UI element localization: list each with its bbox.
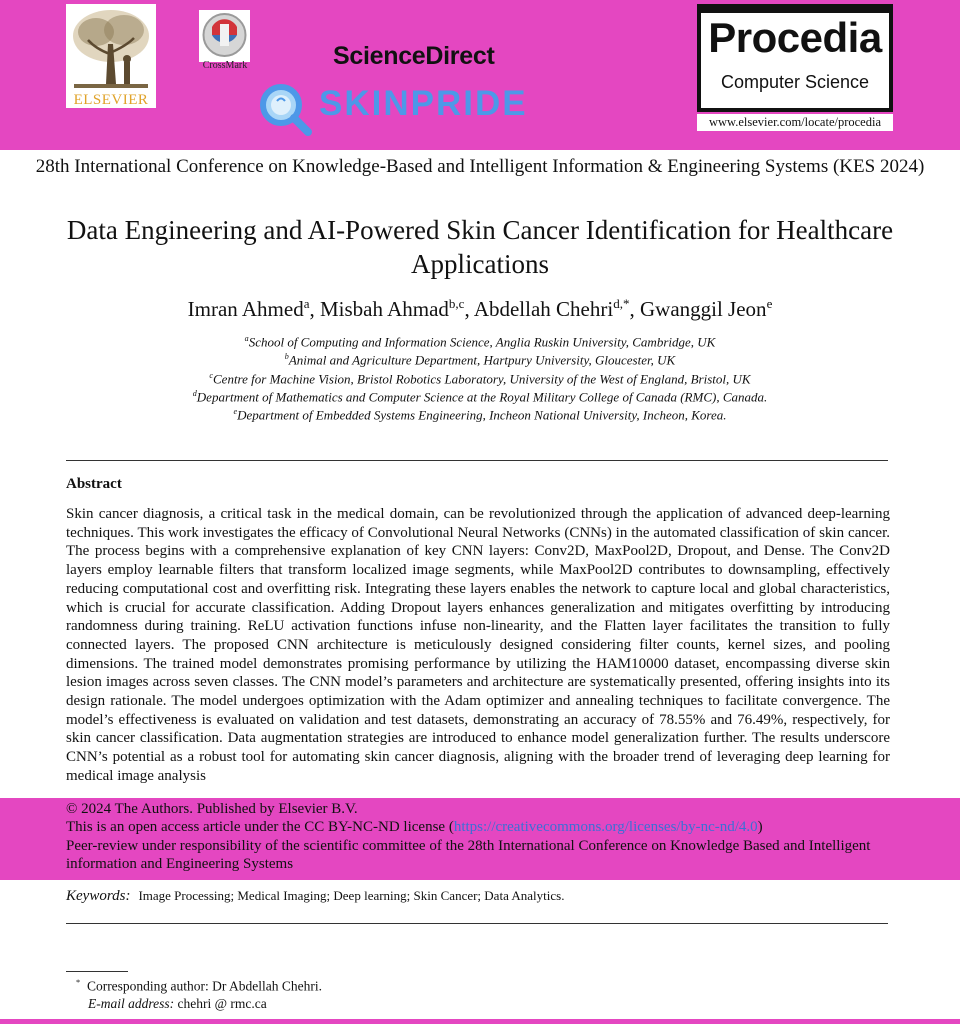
crossmark-icon[interactable] [199,10,250,62]
footnote-rule [66,971,128,972]
affiliation-c: $^c$Centre for Machine Vision, Bristol Robotics Laboratory, University of the West of England, Bristol, UK [209,371,751,387]
corresponding-author-note: * Corresponding author: Dr Abdellah Chehri. [76,978,323,994]
author-name: Abdellah Chehri [473,297,614,321]
affiliation-e: $^e$Department of Embedded Systems Engineering, Incheon National University, Incheon, Korea. [233,407,727,423]
skinpride-wordmark: SKINPRIDE [319,84,528,123]
abstract-text: Skin cancer diagnosis, a critical task in the medical domain, can be revolutionized through the application of advanced deep-learning techniques. This work investigates the efficacy of Convolutional Neural Networks (CNNs) in the automated classification of skin cancer. The process begins with a comprehensive explanation of key CNN layers: Conv2D, MaxPool2D, Dropout, and Dense. The Conv2D layers employ learnable filters that transform localized image segments, while MaxPool2D contributes to downsampling, effectively reducing computational cost and overfitting risk. Integrating these layers enables the network to capture local and global characteristics, which is crucial for accurate classification. Adding Dropout layers enhances generalization and mitigates overfitting by introducing randomness during training. ReLU activation functions infuse non-linearity, and the Flatten layer facilitates the transition to fully connected layers. The proposed CNN architecture is meticulously designed considering filter counts, kernel sizes, and pooling dimensions. The trained model demonstrates promising performance by utilizing the HAM10000 dataset, encompassing diverse skin lesion images across seven classes. The CNN model’s parameters and architecture are systematically presented, offering insights into its design rationale. The model undergoes optimization with the Adam optimizer and annealing techniques to facilitate convergence. The model’s effectiveness is evaluated on validation and test datasets, demonstrating an accuracy of 78.55% and 76.49%, respectively, for skin cancer classification. Data augmentation strategies are introduced to enhance model generalization further. The results underscore CNN’s potential as a robust tool for automating skin cancer diagnosis, aligning with the broader trend of leveraging deep learning for medical image analysis [66,506,890,784]
affiliation-d: $^d$Department of Mathematics and Computer Science at the Royal Military College of Canada (RMC), Canada. [192,389,768,405]
keywords-list: Image Processing; Medical Imaging; Deep learning; Skin Cancer; Data Analytics. [138,888,565,903]
copyright-notice [66,800,892,873]
author-affiliation-mark: e [766,296,773,311]
elsevier-wordmark: ELSEVIER [73,92,149,108]
abstract-heading: Abstract [66,476,122,492]
crossmark-label: CrossMark [202,60,248,71]
conference-name: 28th International Conference on Knowledge-Based and Intelligent Information & Engineering Systems (KES 2024) [35,156,925,177]
author-affiliation-mark: b,c [448,296,465,311]
skinpride-magnifier-icon [258,82,312,141]
author-list: Imran Ahmed$^a$, Misbah Ahmad$^{b,c}$, Abdellah Chehri$^{d,*}$, Gwanggil Jeon$^e$ [187,296,773,321]
affiliation-a: $^a$School of Computing and Information Science, Anglia Ruskin University, Cambridge, UK [244,334,716,350]
procedia-url-link[interactable]: www.elsevier.com/locate/procedia [697,114,893,131]
keywords-line [66,888,564,905]
procedia-title: Procedia [708,14,882,61]
abstract-top-rule [66,460,888,461]
bottom-edge-band [0,1019,960,1024]
email-note: E-mail address: chehri @ rmc.ca [88,996,267,1011]
keywords-label: Keywords: [66,888,131,904]
affiliation-b: $^b$Animal and Agriculture Department, Hartpury University, Gloucester, UK [284,352,676,368]
author-name: Gwanggil Jeon [639,297,767,321]
author-name: Misbah Ahmad [320,297,449,321]
email-address[interactable]: chehri @ rmc.ca [177,996,267,1011]
copyright-line: © 2024 The Authors. Published by Elsevier B.V. [66,801,358,817]
peer-review-line: Peer-review under responsibility of the scientific committee of the 28th International Conference on Knowledge Based and Intelligent information and Engineering Systems [66,837,871,872]
sciencedirect-logo: ScienceDirect [333,42,495,70]
license-line: This is an open access article under the CC BY-NC-ND license (https://creativecommons.org/licenses/by-nc-nd/4.0) [66,819,763,836]
keywords-bottom-rule [66,923,888,924]
paper-title: Data Engineering and AI-Powered Skin Cancer Identification for Healthcare Applications [66,215,894,279]
author-affiliation-mark: a [303,296,310,311]
license-link[interactable]: https://creativecommons.org/licenses/by-nc-nd/4.0 [453,819,758,836]
procedia-subtitle: Computer Science [720,72,870,92]
author-affiliation-mark: d,* [613,296,630,311]
procedia-top-bar [697,4,893,13]
author-name: Imran Ahmed [187,297,304,321]
